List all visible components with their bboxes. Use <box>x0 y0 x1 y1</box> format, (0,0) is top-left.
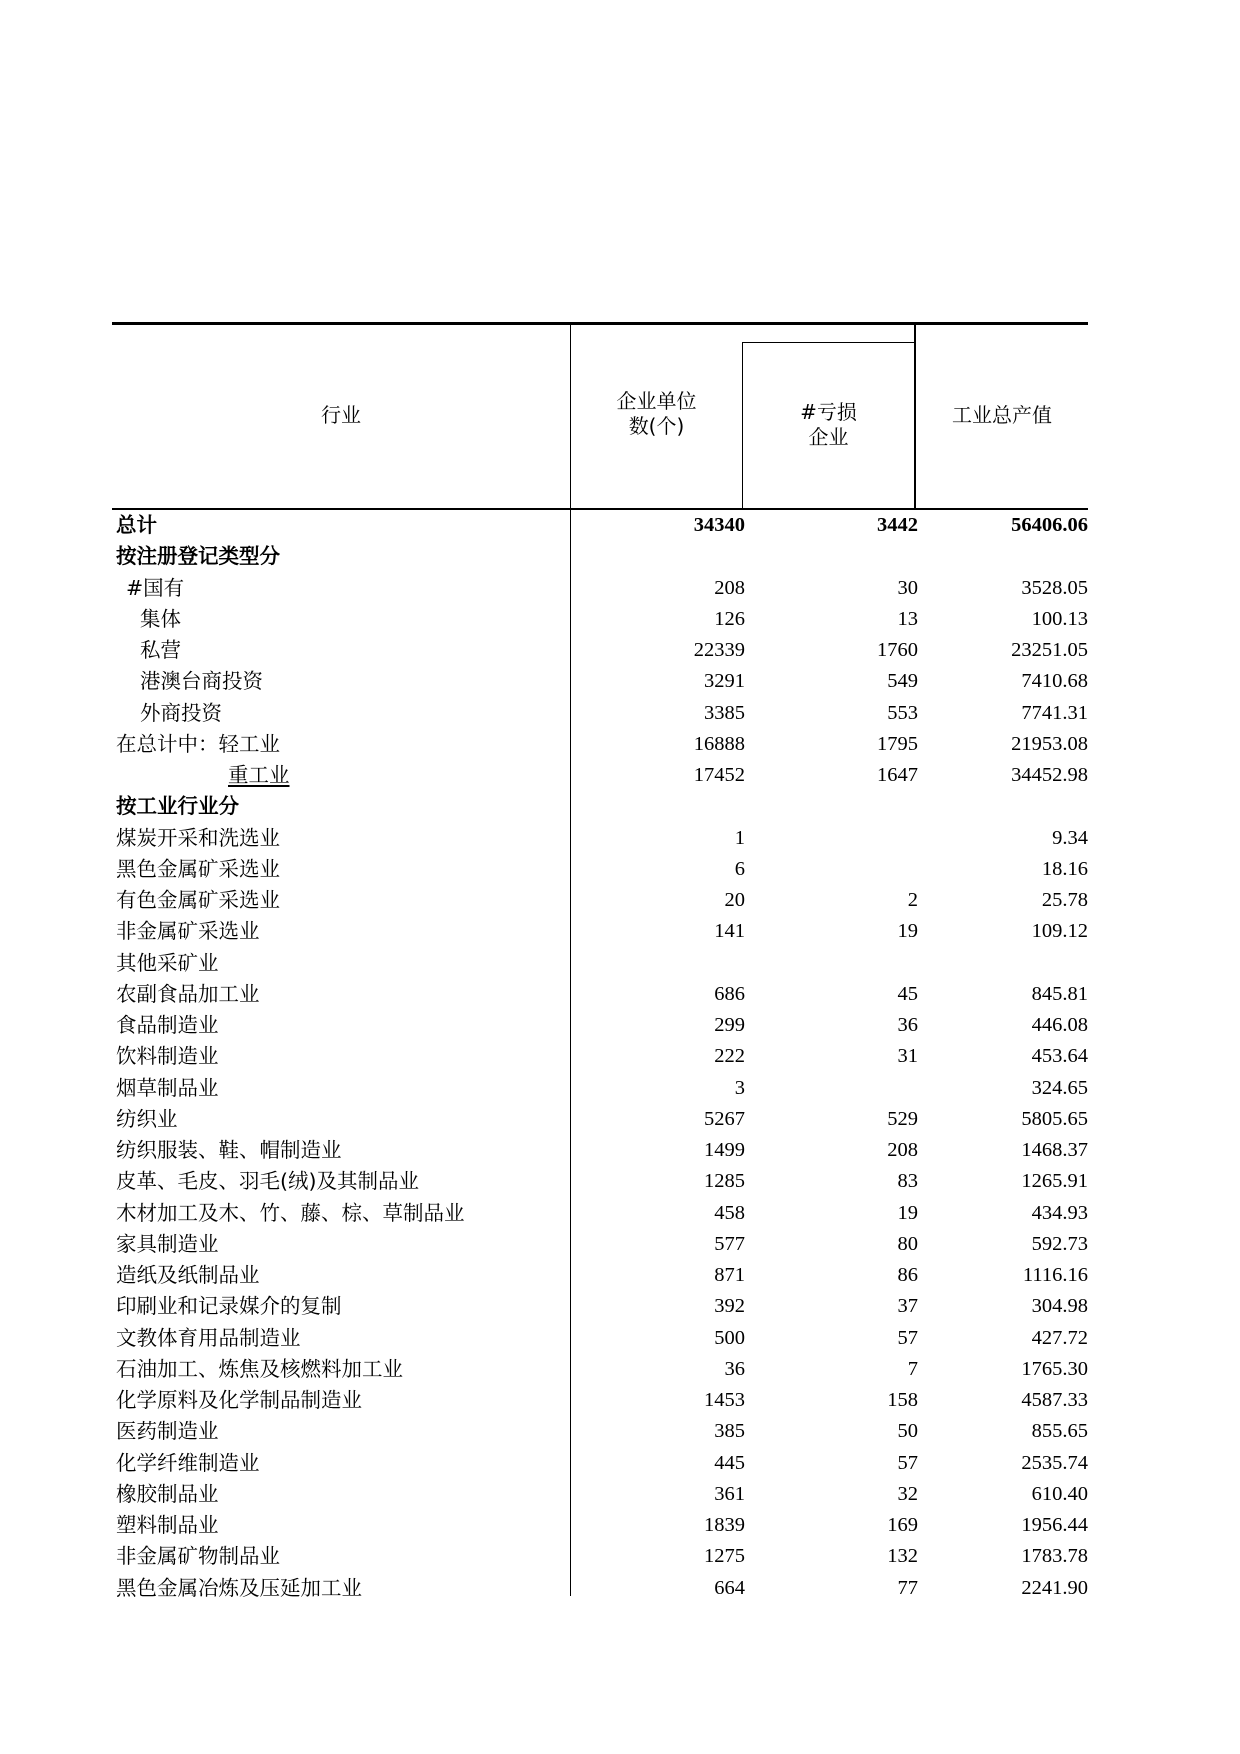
table-row <box>0 1573 1240 1604</box>
output-cell: 2535.74 <box>1021 1451 1088 1474</box>
units-cell: 1 <box>734 826 745 849</box>
units-cell: 208 <box>714 576 745 599</box>
output-cell: 9.34 <box>1052 826 1088 849</box>
output-cell: 427.72 <box>1031 1326 1088 1349</box>
loss-cell: 83 <box>897 1170 918 1193</box>
row-label: 按工业行业分 <box>116 794 239 819</box>
table-row <box>0 1510 1240 1541</box>
output-cell: 109.12 <box>1031 920 1088 943</box>
table-row <box>0 885 1240 916</box>
output-cell: 324.65 <box>1031 1076 1088 1099</box>
output-cell: 21953.08 <box>1011 732 1088 755</box>
table-row <box>0 854 1240 885</box>
table-row <box>0 666 1240 697</box>
output-cell: 100.13 <box>1031 607 1088 630</box>
loss-cell: 529 <box>887 1107 918 1130</box>
units-cell: 141 <box>714 920 745 943</box>
units-cell: 1499 <box>704 1139 745 1161</box>
table-row <box>0 1354 1240 1385</box>
output-cell <box>940 791 1088 822</box>
output-cell: 34452.98 <box>1011 764 1088 786</box>
row-label: 在总计中：轻工业 <box>116 731 280 756</box>
row-label: 木材加工及木、竹、藤、棕、草制品业 <box>116 1200 465 1225</box>
row-label: 按注册登记类型分 <box>116 544 280 569</box>
table-row <box>0 1041 1240 1072</box>
row-label: 文教体育用品制造业 <box>116 1325 301 1350</box>
units-cell: 458 <box>714 1201 745 1224</box>
row-label: 港澳台商投资 <box>140 669 263 694</box>
output-cell: 5805.65 <box>1021 1107 1088 1130</box>
row-label: 皮革、毛皮、羽毛(绒)及其制品业 <box>116 1169 419 1194</box>
output-cell <box>940 948 1088 979</box>
table-row <box>0 1166 1240 1197</box>
loss-box-top <box>742 342 915 343</box>
loss-cell: 45 <box>897 982 918 1005</box>
output-cell: 1468.37 <box>1021 1139 1088 1161</box>
table-row <box>0 1104 1240 1135</box>
table-row <box>0 1135 1240 1166</box>
units-cell: 1839 <box>704 1514 745 1536</box>
table-row <box>0 791 1240 822</box>
loss-cell <box>760 854 918 885</box>
output-cell: 1956.44 <box>1021 1514 1088 1536</box>
units-cell: 392 <box>714 1295 745 1318</box>
units-cell <box>560 791 745 822</box>
output-cell: 610.40 <box>1031 1482 1088 1505</box>
loss-cell: 1647 <box>877 764 918 786</box>
loss-cell: 1795 <box>877 732 918 755</box>
output-cell: 1783.78 <box>1021 1545 1088 1568</box>
output-cell: 23251.05 <box>1011 639 1088 661</box>
header-units-line1: 企业单位 <box>616 389 697 413</box>
units-cell: 664 <box>714 1576 745 1599</box>
units-cell: 20 <box>724 889 745 911</box>
output-cell: 304.98 <box>1031 1295 1088 1318</box>
row-label: 非金属矿采选业 <box>116 919 260 944</box>
output-cell: 18.16 <box>1041 857 1088 880</box>
output-cell: 7741.31 <box>1021 701 1088 724</box>
loss-cell <box>760 541 918 572</box>
output-cell: 434.93 <box>1031 1201 1088 1224</box>
loss-cell: 57 <box>897 1326 918 1349</box>
row-label: 重工业 <box>228 763 290 787</box>
output-cell: 2241.90 <box>1021 1576 1088 1599</box>
output-cell <box>940 541 1088 572</box>
row-label: 其他采矿业 <box>116 950 219 975</box>
row-label: 农副食品加工业 <box>116 981 260 1006</box>
row-label: 食品制造业 <box>116 1013 219 1037</box>
header-loss <box>743 400 914 450</box>
row-label: 化学原料及化学制品制造业 <box>116 1388 362 1412</box>
loss-cell: 553 <box>887 701 918 724</box>
output-cell: 1765.30 <box>1021 1357 1088 1380</box>
row-label: 外商投资 <box>140 700 222 725</box>
units-cell: 1275 <box>704 1545 745 1568</box>
units-cell: 3 <box>734 1076 745 1099</box>
loss-cell: 132 <box>887 1545 918 1568</box>
units-cell: 36 <box>724 1357 745 1380</box>
loss-cell: 549 <box>887 670 918 693</box>
row-label: 塑料制品业 <box>116 1513 219 1537</box>
output-cell: 1116.16 <box>1022 1264 1088 1286</box>
table-row <box>0 729 1240 760</box>
table-row <box>0 573 1240 604</box>
row-label: 造纸及纸制品业 <box>116 1263 260 1287</box>
units-cell: 577 <box>714 1232 745 1255</box>
units-cell: 126 <box>714 607 745 630</box>
table-row <box>0 604 1240 635</box>
table-row <box>0 979 1240 1010</box>
units-cell: 17452 <box>693 764 745 786</box>
units-cell: 1453 <box>704 1389 745 1411</box>
output-cell: 855.65 <box>1031 1420 1088 1443</box>
row-label: #国有 <box>126 575 185 600</box>
row-label: 纺织服装、鞋、帽制造业 <box>116 1138 342 1162</box>
output-cell: 446.08 <box>1031 1014 1088 1036</box>
loss-cell: 158 <box>887 1389 918 1411</box>
loss-cell: 19 <box>897 1201 918 1224</box>
row-label: 橡胶制品业 <box>116 1481 219 1506</box>
table-row <box>0 760 1240 791</box>
output-cell: 592.73 <box>1031 1232 1088 1255</box>
table-row <box>0 1448 1240 1479</box>
output-cell: 453.64 <box>1031 1045 1088 1068</box>
units-cell: 445 <box>714 1451 745 1474</box>
output-cell: 7410.68 <box>1021 670 1088 693</box>
header-units-line2: 数(个) <box>628 414 685 438</box>
table-row <box>0 1291 1240 1322</box>
loss-cell: 57 <box>897 1451 918 1474</box>
header-loss-line1: #亏损 <box>800 400 857 424</box>
top-rule <box>112 322 1088 325</box>
units-cell: 3385 <box>704 701 745 724</box>
units-cell: 299 <box>714 1014 745 1036</box>
loss-cell <box>760 823 918 854</box>
units-cell <box>560 541 745 572</box>
loss-cell: 19 <box>897 920 918 943</box>
row-label: 石油加工、炼焦及核燃料加工业 <box>116 1356 403 1381</box>
row-label: 私营 <box>140 638 181 662</box>
header-output: 工业总产值 <box>952 403 1052 427</box>
loss-cell: 2 <box>907 889 918 911</box>
table-row <box>0 1416 1240 1447</box>
table-row <box>0 1010 1240 1041</box>
row-label: 集体 <box>140 606 181 631</box>
units-cell <box>560 948 745 979</box>
table-body <box>0 510 1240 1604</box>
row-label: 黑色金属矿采选业 <box>116 856 280 881</box>
loss-cell: 36 <box>897 1014 918 1036</box>
table-row <box>0 541 1240 572</box>
row-label: 非金属矿物制品业 <box>116 1544 280 1569</box>
row-label: 黑色金属冶炼及压延加工业 <box>116 1575 362 1600</box>
loss-cell: 30 <box>897 576 918 599</box>
units-cell: 16888 <box>693 732 745 755</box>
units-cell: 500 <box>714 1326 745 1349</box>
row-label: 家具制造业 <box>116 1231 219 1256</box>
table-row <box>0 1385 1240 1416</box>
table-row <box>0 1323 1240 1354</box>
output-cell: 56406.06 <box>1011 514 1088 536</box>
header-units <box>571 389 742 439</box>
loss-cell: 77 <box>897 1576 918 1599</box>
table-row <box>0 1229 1240 1260</box>
row-label: 总计 <box>116 513 157 537</box>
loss-cell: 169 <box>887 1514 918 1536</box>
loss-cell <box>760 948 918 979</box>
loss-cell: 80 <box>897 1232 918 1255</box>
row-label: 饮料制造业 <box>116 1044 219 1069</box>
table-row <box>0 916 1240 947</box>
table-row <box>0 1479 1240 1510</box>
loss-cell: 13 <box>897 607 918 630</box>
loss-cell: 7 <box>907 1357 918 1380</box>
table-row <box>0 698 1240 729</box>
row-label: 煤炭开采和洗选业 <box>116 825 280 850</box>
output-cell: 845.81 <box>1031 982 1088 1005</box>
row-label: 有色金属矿采选业 <box>116 888 280 912</box>
loss-cell: 1760 <box>877 639 918 661</box>
table-row <box>0 823 1240 854</box>
loss-cell: 37 <box>897 1295 918 1318</box>
units-cell: 22339 <box>693 639 745 661</box>
output-cell: 3528.05 <box>1021 576 1088 599</box>
row-label: 化学纤维制造业 <box>116 1450 260 1475</box>
units-cell: 6 <box>734 857 745 880</box>
row-label: 纺织业 <box>116 1106 178 1131</box>
table-row <box>0 1260 1240 1291</box>
row-label: 医药制造业 <box>116 1419 219 1444</box>
header-loss-line2: 企业 <box>808 425 849 449</box>
table-row <box>0 1198 1240 1229</box>
units-cell: 5267 <box>704 1107 745 1130</box>
table-row <box>0 948 1240 979</box>
row-label: 烟草制品业 <box>116 1075 219 1100</box>
row-label: 印刷业和记录媒介的复制 <box>116 1294 342 1319</box>
header-industry: 行业 <box>321 403 361 427</box>
output-cell: 25.78 <box>1041 889 1088 911</box>
loss-cell <box>760 1073 918 1104</box>
units-cell: 222 <box>714 1045 745 1068</box>
loss-cell: 32 <box>897 1482 918 1505</box>
loss-cell: 208 <box>887 1139 918 1161</box>
loss-cell: 50 <box>897 1420 918 1443</box>
loss-cell: 31 <box>897 1045 918 1068</box>
table-row <box>0 510 1240 541</box>
units-cell: 686 <box>714 982 745 1005</box>
units-cell: 361 <box>714 1482 745 1505</box>
loss-cell: 86 <box>897 1264 918 1286</box>
units-cell: 34340 <box>693 514 745 536</box>
table-row <box>0 1541 1240 1572</box>
output-cell: 4587.33 <box>1021 1389 1088 1411</box>
table-row <box>0 1073 1240 1104</box>
units-cell: 1285 <box>704 1170 745 1193</box>
table-row <box>0 635 1240 666</box>
units-cell: 3291 <box>704 670 745 693</box>
loss-cell <box>760 791 918 822</box>
loss-cell: 3442 <box>877 514 918 536</box>
output-cell: 1265.91 <box>1021 1170 1088 1193</box>
units-cell: 871 <box>714 1264 745 1286</box>
units-cell: 385 <box>714 1420 745 1443</box>
